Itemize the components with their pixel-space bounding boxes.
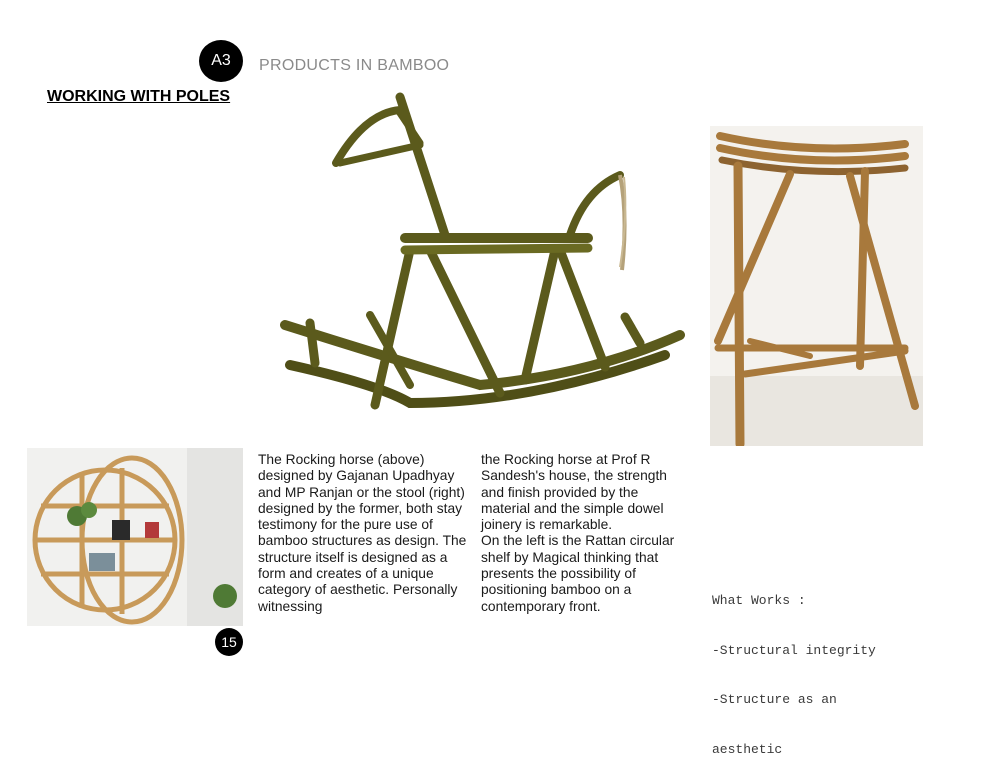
- page-title: WORKING WITH POLES: [47, 88, 231, 105]
- page-subtitle: PRODUCTS IN BAMBOO: [259, 57, 450, 74]
- stool-image: [710, 126, 923, 446]
- body-column-2-paragraph-2: On the left is the Rattan circular shelf by Magical thinking that presents the possibility of positioning bamboo on a contemporary front.: [481, 533, 675, 614]
- rocking-horse-image: [270, 85, 690, 420]
- what-works-item: -Structure as an: [712, 692, 837, 707]
- what-works-note: [712, 560, 876, 775]
- what-works-item: -Structural integrity: [712, 642, 876, 658]
- body-column-2: [481, 452, 686, 615]
- section-badge: [199, 40, 243, 82]
- page-number-badge: [215, 628, 243, 656]
- what-works-heading: What Works :: [712, 593, 806, 608]
- body-column-2-paragraph-1: the Rocking horse at Prof R Sandesh's house, the strength and finish provided by the material and the simple dowel joinery is remarkable.: [481, 452, 667, 533]
- rattan-shelf-image: [27, 448, 243, 626]
- what-works-item: aesthetic: [712, 741, 783, 757]
- body-column-1: The Rocking horse (above) designed by Gajanan Upadhyay and MP Ranjan or the stool (right) designed by the former, both stay testimony for the pure use of bamboo structures as design. The structure itself is designed as a form and creates of a unique category of aesthetic. Personally witnessing: [258, 452, 467, 614]
- section-code: A3: [211, 52, 231, 69]
- page-number: 15: [221, 634, 237, 650]
